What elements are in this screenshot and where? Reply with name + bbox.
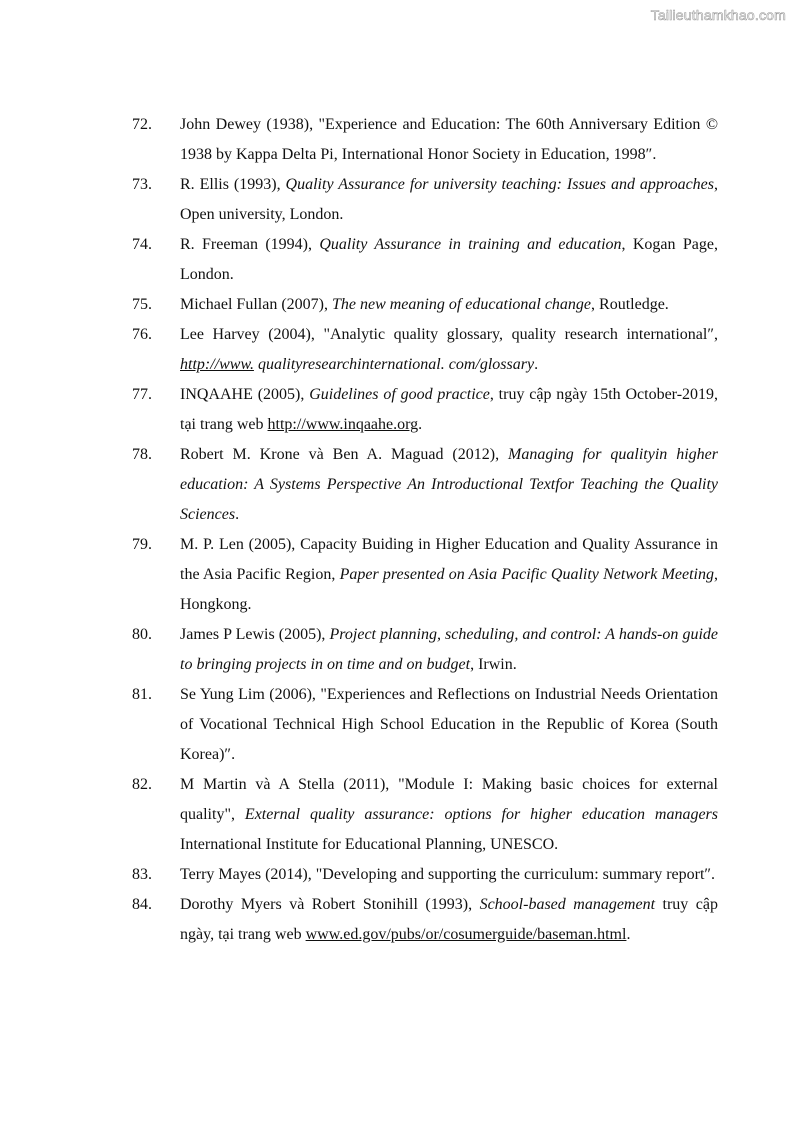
reference-title: Guidelines of good practice (309, 386, 490, 403)
reference-text (180, 320, 718, 380)
reference-number: 75. (132, 296, 152, 313)
reference-item (132, 770, 718, 860)
reference-segment: . (534, 356, 539, 373)
reference-segment: Lee Harvey (2004), "Analytic quality glossary, quality research international″, (180, 326, 718, 343)
reference-segment: , Routledge. (591, 296, 669, 313)
reference-item (132, 620, 718, 680)
reference-item (132, 890, 718, 950)
reference-item (132, 230, 718, 290)
reference-title: Paper presented on Asia Pacific Quality Network Meeting (339, 566, 714, 583)
reference-text (180, 440, 718, 530)
reference-title: External quality assurance: options for higher education managers (244, 806, 719, 823)
reference-title: The new meaning of educational change (331, 296, 592, 313)
reference-number: 83. (132, 866, 152, 883)
reference-text (180, 860, 718, 890)
reference-list (132, 110, 718, 950)
reference-number: 79. (132, 536, 152, 553)
reference-segment: . (235, 506, 240, 523)
reference-segment: , Irwin. (470, 656, 517, 673)
reference-segment: INQAAHE (2005), (180, 386, 310, 403)
reference-segment: . (626, 926, 631, 943)
reference-segment: Se Yung Lim (2006), "Experiences and Reflections on Industrial Needs Orientation of Vocational Technical High School Education in the Republic of Korea (South Korea)″. (180, 686, 718, 763)
reference-title: Managing for qualityin higher education: A Systems Perspective An Introductional Textfor Teaching the Quality Sciences (180, 446, 718, 523)
reference-number: 72. (132, 116, 152, 133)
reference-segment: R. Ellis (1993), (180, 176, 286, 193)
reference-number: 74. (132, 236, 152, 253)
reference-segment: Terry Mayes (2014), "Developing and supporting the curriculum: summary report″. (180, 866, 716, 883)
reference-text (180, 290, 718, 320)
reference-link[interactable]: http://www. (180, 356, 254, 373)
reference-segment: M. P. Len (2005), Capacity Buiding in Higher Education and Quality Assurance in the Asia Pacific Region, (180, 536, 718, 583)
reference-title: Quality Assurance for university teaching: Issues and approaches (285, 176, 714, 193)
reference-segment: James P Lewis (2005), (180, 626, 330, 643)
reference-item (132, 170, 718, 230)
reference-text (180, 530, 718, 620)
reference-item (132, 110, 718, 170)
reference-number: 80. (132, 626, 152, 643)
reference-link[interactable]: http://www.inqaahe.org (267, 416, 419, 433)
reference-title: qualityresearchinternational. com/glossary (253, 356, 535, 373)
reference-segment: , Hongkong. (180, 566, 718, 613)
reference-segment: truy cập ngày, tại trang web (180, 896, 718, 943)
reference-item (132, 440, 718, 530)
reference-segment: , Kogan Page, London. (180, 236, 718, 283)
reference-item (132, 320, 718, 380)
reference-number: 82. (132, 776, 152, 793)
reference-segment: Michael Fullan (2007), (180, 296, 332, 313)
reference-item (132, 530, 718, 620)
reference-text (180, 890, 718, 950)
reference-text (180, 170, 718, 230)
reference-title: Project planning, scheduling, and control: A hands-on guide to bringing projects in on time and on budget (180, 626, 718, 673)
reference-item (132, 380, 718, 440)
reference-segment: International Institute for Educational Planning, UNESCO. (180, 836, 559, 853)
reference-text (180, 380, 718, 440)
reference-number: 73. (132, 176, 152, 193)
reference-number: 81. (132, 686, 152, 703)
reference-segment: John Dewey (1938), "Experience and Education: The 60th Anniversary Edition © 1938 by Kappa Delta Pi, International Honor Society in Education, 1998″. (180, 116, 718, 163)
reference-text (180, 230, 718, 290)
reference-text (180, 110, 718, 170)
reference-item (132, 680, 718, 770)
reference-item (132, 290, 718, 320)
reference-number: 77. (132, 386, 152, 403)
reference-segment: Dorothy Myers và Robert Stonihill (1993), (180, 896, 480, 913)
reference-title: Quality Assurance in training and education (319, 236, 622, 253)
reference-segment: M Martin và A Stella (2011), "Module I: Making basic choices for external quality", (180, 776, 718, 823)
watermark: Tailieuthamkhao.com (650, 7, 786, 23)
reference-item (132, 860, 718, 890)
reference-number: 84. (132, 896, 152, 913)
reference-number: 78. (132, 446, 152, 463)
reference-text (180, 680, 718, 770)
reference-text (180, 770, 718, 860)
reference-text (180, 620, 718, 680)
reference-segment: Robert M. Krone và Ben A. Maguad (2012), (180, 446, 509, 463)
reference-segment: . (418, 416, 423, 433)
reference-segment: , truy cập ngày 15th October-2019, tại trang web (180, 386, 719, 433)
reference-link[interactable]: www.ed.gov/pubs/or/cosumerguide/baseman.html (305, 926, 627, 943)
reference-segment: , Open university, London. (180, 176, 718, 223)
reference-number: 76. (132, 326, 152, 343)
reference-title: School-based management (479, 896, 656, 913)
reference-segment: R. Freeman (1994), (180, 236, 320, 253)
